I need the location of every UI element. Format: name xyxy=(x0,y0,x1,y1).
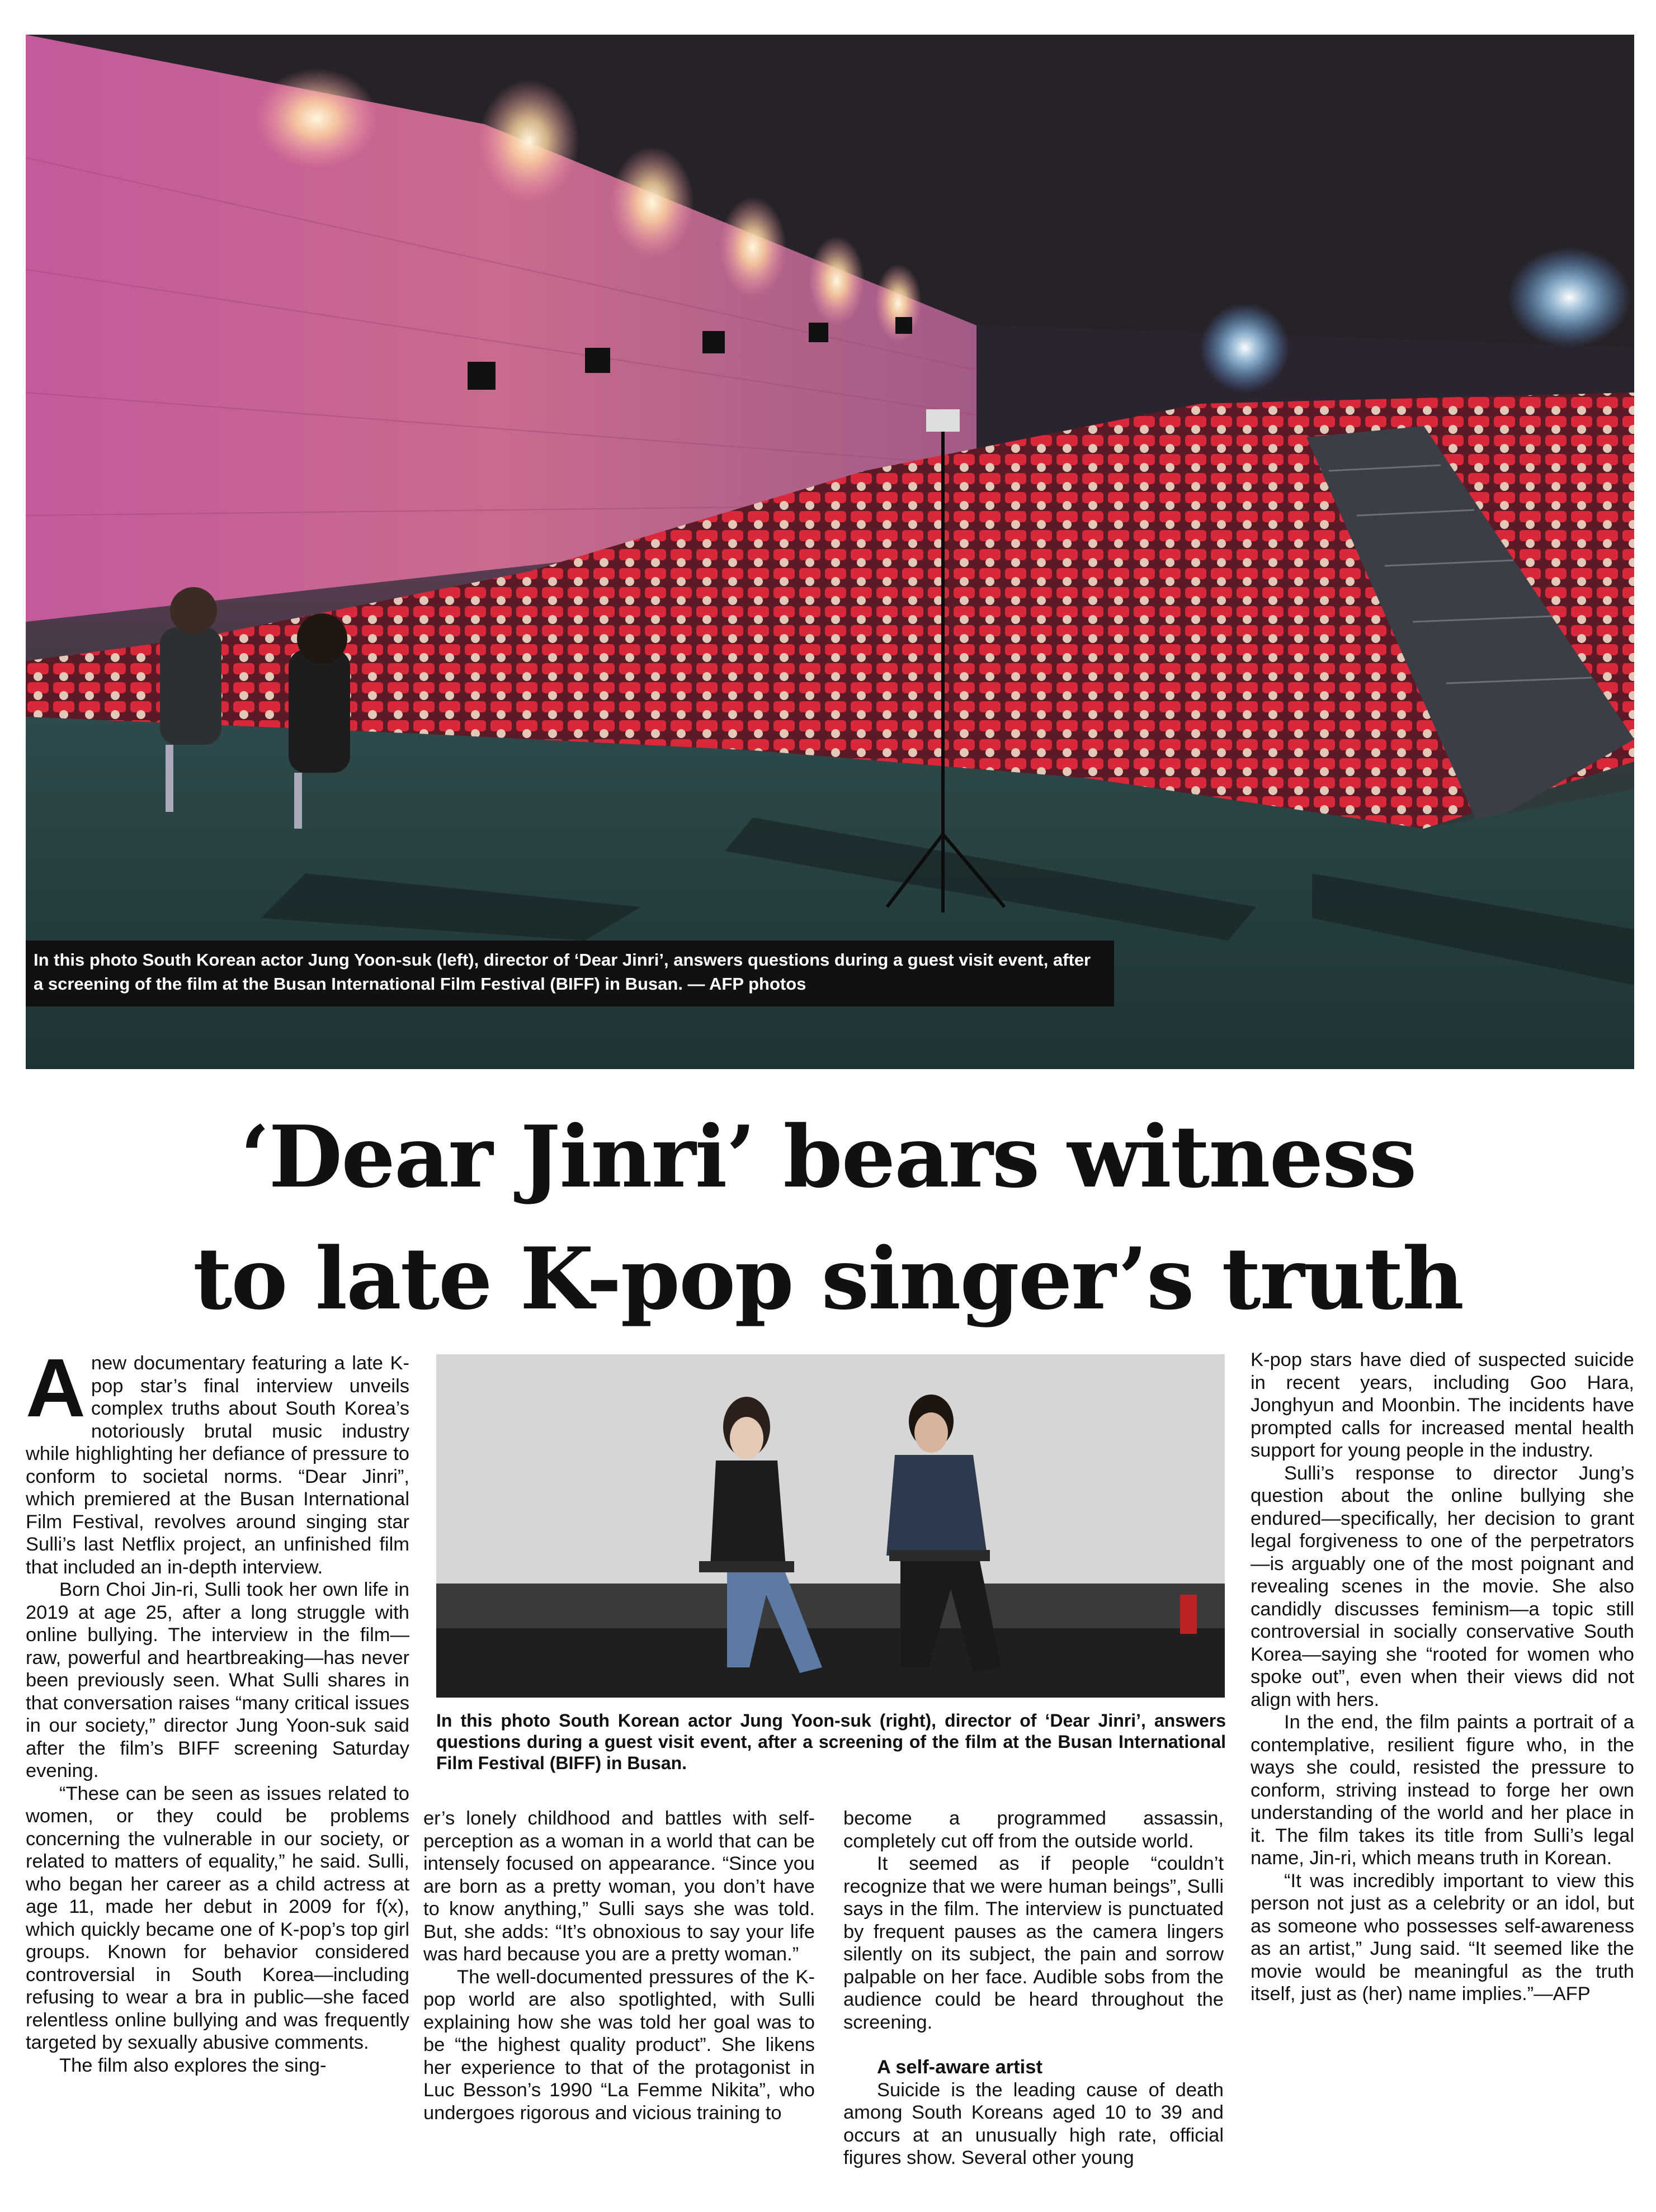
article-paragraph: In the end, the film paints a portrait of a contemplative, resilient figure who, in the ways she could, resisted the pressure to conform, striving instead to forge her own understanding of the world and her place in it. The film takes its title from Sulli’s legal name, Jin-ri, which means truth in Korean. xyxy=(1251,1712,1634,1869)
article-paragraph: become a programmed assassin, completely cut off from the outside world. xyxy=(843,1808,1224,1852)
headline-line-1: ‘Dear Jinri’ bears witness xyxy=(240,1107,1416,1207)
article-column-3 xyxy=(843,1807,1224,2170)
article-paragraph: er’s lonely childhood and battles with self-perception as a woman in a world that can be intensely focused on appearance. “Since you are born as a pretty woman, you don’t have to know anything,” Sulli says she was told. But, she adds: “It’s obnoxious to say your life was hard because you are a pretty woman.” xyxy=(423,1808,815,1965)
article-paragraph: The well-documented pressures of the K-pop world are also spotlighted, with Sulli explaining how she was told her goal was to be “the highest quality product”. She likens her experience to that of the protagonist in Luc Besson’s 1990 “La Femme Nikita”, who undergoes rigorous and vicious training to xyxy=(423,1966,815,2124)
article-paragraph: “It was incredibly important to view this person not just as a celebrity or an idol, but as someone who possesses self-awareness as an artist,” Jung said. “It seemed like the movie would be meaningful as the truth itself, just as (her) name implies.”—AFP xyxy=(1251,1870,1634,2005)
article-paragraph: “These can be seen as issues related to women, or they could be problems concerning the vulnerable in our society, or related to matters of equality,” he said. Sulli, who began her career as a child actress at age 11, made her debut in 2009 for f(x), which quickly became one of K-pop’s top girl groups. Known for behavior considered controversial in South Korea—including refusing to wear a bra in public—she faced relentless online bullying and was frequently targeted by sexually abusive comments. xyxy=(26,1783,409,2053)
article-paragraph: Sulli’s response to director Jung’s question about the online bullying she endured—specifically, her decision to grant legal forgiveness to one of the perpetrators—is arguably one of the most poignant and revealing scenes in the movie. She also candidly discusses feminism—a topic still controversial in socially conservative South Korea—saying she “rooted for women who spoke out”, even when their views did not align with hers. xyxy=(1251,1462,1634,1710)
stage-interview-illustration xyxy=(436,1354,1225,1698)
article-paragraph: K-pop stars have died of suspected suicide in recent years, including Goo Hara, Jonghyun and Moonbin. The incidents have prompted calls for increased mental health support for young people in the industry. xyxy=(1251,1349,1634,1461)
middle-photo-caption: In this photo South Korean actor Jung Yoon-suk (right), director of ‘Dear Jinri’, answers questions during a guest visit event, after a screening of the film at the Busan International Film Festival (BIFF) in Busan. xyxy=(436,1710,1226,1773)
middle-photo xyxy=(436,1354,1225,1698)
article-paragraph: The film also explores the sing- xyxy=(59,2054,327,2076)
article-paragraph: Anew documentary featuring a late K-pop star’s final interview unveils complex truths about South Korea’s notoriously brutal music industry while highlighting her defiance of pressure to conform to societal norms. “Dear Jinri”, which premiered at the Busan International Film Festival, revolves around singing star Sulli’s last Netflix project, an unfinished film that included an in-depth interview. xyxy=(26,1342,409,1578)
article-column-2 xyxy=(423,1807,815,2124)
article-column-4 xyxy=(1251,1349,1634,2006)
subheading: A self-aware artist xyxy=(877,2057,1042,2078)
drop-cap: A xyxy=(26,1342,86,1434)
article-column-1 xyxy=(26,1342,409,2077)
cinema-audience-illustration xyxy=(26,35,1634,1069)
article-paragraph: Suicide is the leading cause of death among South Koreans aged 10 to 39 and occurs at an unusually high rate, official figures show. Several other young xyxy=(843,2079,1224,2168)
top-photo-caption: In this photo South Korean actor Jung Yoon-suk (left), director of ‘Dear Jinri’, answers questions during a guest visit event, after a screening of the film at the Busan International Film Festival (BIFF) in Busan. — AFP photos xyxy=(26,940,1114,1006)
top-photo xyxy=(26,35,1634,1069)
article-paragraph: Born Choi Jin-ri, Sulli took her own life in 2019 at age 25, after a long struggle with online bullying. The interview in the film—raw, powerful and heartbreaking—has never been previously seen. What Sulli shares in that conversation raises “many critical issues in our society,” director Jung Yoon-suk said after the film’s BIFF screening Saturday evening. xyxy=(26,1579,409,1781)
article-paragraph: It seemed as if people “couldn’t recognize that we were human beings”, Sulli says in the film. The interview is punctuated by frequent pauses as the camera lingers silently on its subject, the pain and sorrow palpable on her face. Audible sobs from the audience could be heard throughout the screening. xyxy=(843,1853,1224,2033)
headline-line-2: to late K-pop singer’s truth xyxy=(193,1228,1463,1329)
headline xyxy=(0,1096,1656,1340)
